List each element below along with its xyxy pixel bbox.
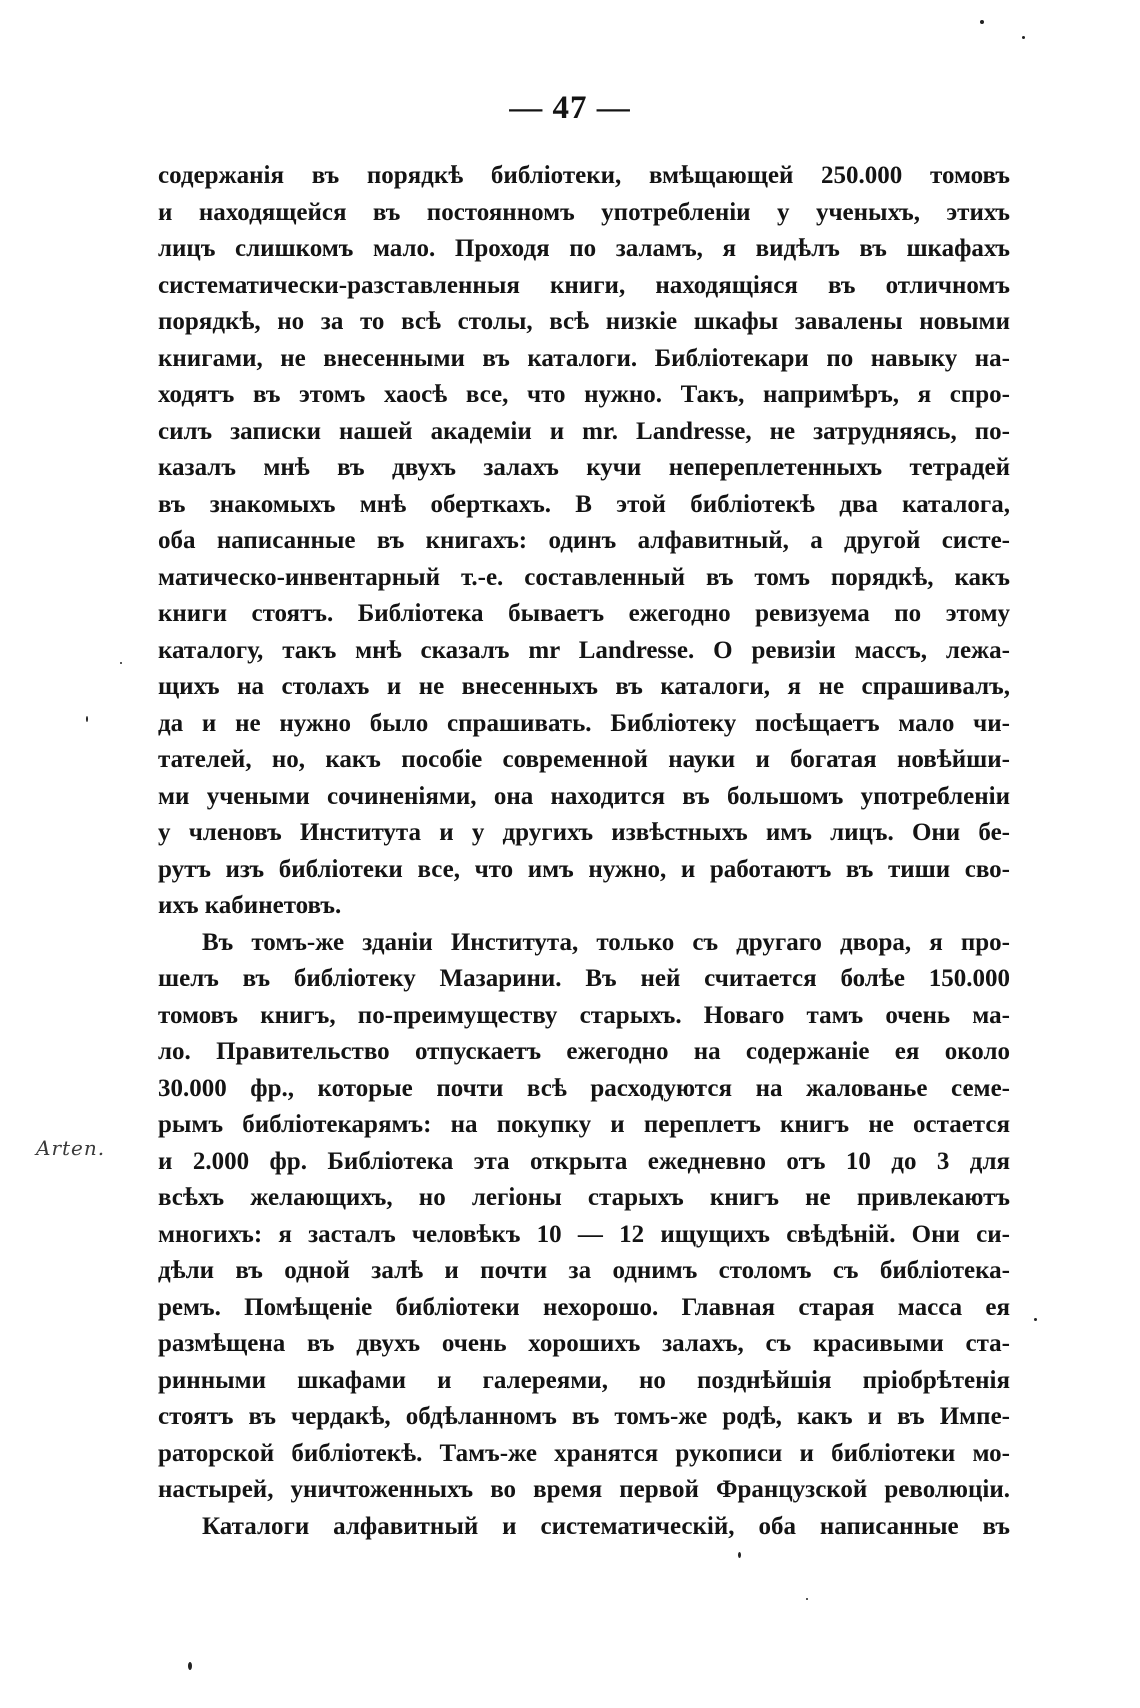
print-speck bbox=[980, 20, 984, 24]
text-line: размѣщена въ двухъ очень хорошихъ залахъ, съ красивыми ста- bbox=[158, 1330, 1010, 1357]
text-line: каталогу, такъ мнѣ сказалъ mr Landresse. О ревизіи массъ, лежа- bbox=[158, 636, 1010, 664]
text-line: книги стоятъ. Библіотека бываетъ ежегодно ревизуема по этому bbox=[158, 600, 1010, 627]
print-speck bbox=[188, 1662, 192, 1670]
text-line: тателей, но, какъ пособіе современной науки и богатая новѣйши- bbox=[158, 746, 1010, 773]
handwritten-margin-note: Arten. bbox=[36, 1136, 106, 1160]
text-line: многихъ: я засталъ человѣкъ 10 — 12 ищущихъ свѣдѣній. Они си- bbox=[158, 1220, 1010, 1248]
text-line: Въ томъ-же зданіи Института, только съ другаго двора, я про- bbox=[202, 928, 1010, 956]
text-line: рутъ изъ библіотеки все, что имъ нужно, и работаютъ въ тиши сво- bbox=[158, 855, 1010, 883]
text-line: всѣхъ желающихъ, но легіоны старыхъ книгъ не привлекаютъ bbox=[158, 1184, 1010, 1211]
text-line: настырей, уничтоженныхъ во время первой Французской революціи. bbox=[158, 1476, 1010, 1503]
text-line: казалъ мнѣ въ двухъ залахъ кучи непереплетенныхъ тетрадей bbox=[158, 454, 1010, 481]
text-line: у членовъ Института и у другихъ извѣстныхъ имъ лицъ. Они бе- bbox=[158, 819, 1010, 846]
text-line: оба написанные въ книгахъ: одинъ алфавитный, а другой систе- bbox=[158, 527, 1010, 554]
text-line: дѣли въ одной залѣ и почти за однимъ столомъ съ библіотека- bbox=[158, 1257, 1010, 1284]
text-line: рымъ библіотекарямъ: на покупку и переплетъ книгъ не остается bbox=[158, 1111, 1010, 1138]
text-line: силъ записки нашей академіи и mr. Landresse, не затрудняясь, по- bbox=[158, 417, 1010, 445]
text-line: въ знакомыхъ мнѣ оберткахъ. В этой библіотекѣ два каталога, bbox=[158, 490, 1010, 518]
print-speck bbox=[1034, 1318, 1037, 1321]
page-number: — 47 — bbox=[509, 90, 631, 126]
text-line: ло. Правительство отпускаетъ ежегодно на содержаніе ея около bbox=[158, 1038, 1010, 1065]
text-line: ми учеными сочиненіями, она находится въ большомъ употребленіи bbox=[158, 782, 1010, 810]
text-line: и находящейся въ постоянномъ употребленіи у ученыхъ, этихъ bbox=[158, 198, 1010, 226]
text-line: и 2.000 фр. Библіотека эта открыта ежедневно отъ 10 до 3 для bbox=[158, 1147, 1010, 1175]
text-line: содержанія въ порядкѣ библіотеки, вмѣщающей 250.000 томовъ bbox=[158, 162, 1010, 189]
print-speck bbox=[738, 1552, 741, 1558]
print-speck bbox=[806, 1598, 808, 1600]
text-line: шелъ въ библіотеку Мазарини. Въ ней считается болѣе 150.000 bbox=[158, 965, 1010, 992]
text-line: систематически-разставленныя книги, находящіяся въ отличномъ bbox=[158, 271, 1010, 299]
text-line: порядкѣ, но за то всѣ столы, всѣ низкіе шкафы завалены новыми bbox=[158, 308, 1010, 335]
text-line: стоятъ въ чердакѣ, обдѣланномъ въ томъ-же родѣ, какъ и въ Импе- bbox=[158, 1403, 1010, 1430]
text-line: ходятъ въ этомъ хаосѣ все, что нужно. Такъ, напримѣръ, я спро- bbox=[158, 381, 1010, 408]
text-line: щихъ на столахъ и не внесенныхъ въ каталоги, я не спрашивалъ, bbox=[158, 673, 1010, 700]
text-line: да и не нужно было спрашивать. Библіотеку посѣщаетъ мало чи- bbox=[158, 709, 1010, 737]
body-text bbox=[158, 158, 1010, 1545]
text-line: томовъ книгъ, по-преимуществу старыхъ. Новаго тамъ очень ма- bbox=[158, 1001, 1010, 1029]
print-speck bbox=[86, 716, 88, 722]
text-line: Каталоги алфавитный и систематическій, оба написанные въ bbox=[202, 1512, 1010, 1540]
print-speck bbox=[1022, 36, 1025, 39]
print-speck bbox=[120, 662, 122, 664]
text-line: матическо-инвентарный т.-е. составленный въ томъ порядкѣ, какъ bbox=[158, 563, 1010, 591]
text-line: ремъ. Помѣщеніе библіотеки нехорошо. Главная старая масса ея bbox=[158, 1293, 1010, 1321]
text-line: ихъ кабинетовъ. bbox=[158, 892, 342, 919]
text-line: ринными шкафами и галереями, но позднѣйшія пріобрѣтенія bbox=[158, 1366, 1010, 1394]
text-line: лицъ слишкомъ мало. Проходя по заламъ, я видѣлъ въ шкафахъ bbox=[158, 235, 1010, 262]
text-line: книгами, не внесенными въ каталоги. Библіотекари по навыку на- bbox=[158, 344, 1010, 372]
text-line: раторской библіотекѣ. Тамъ-же хранятся рукописи и библіотеки мо- bbox=[158, 1439, 1010, 1467]
text-line: 30.000 фр., которые почти всѣ расходуются на жалованье семе- bbox=[158, 1074, 1010, 1102]
